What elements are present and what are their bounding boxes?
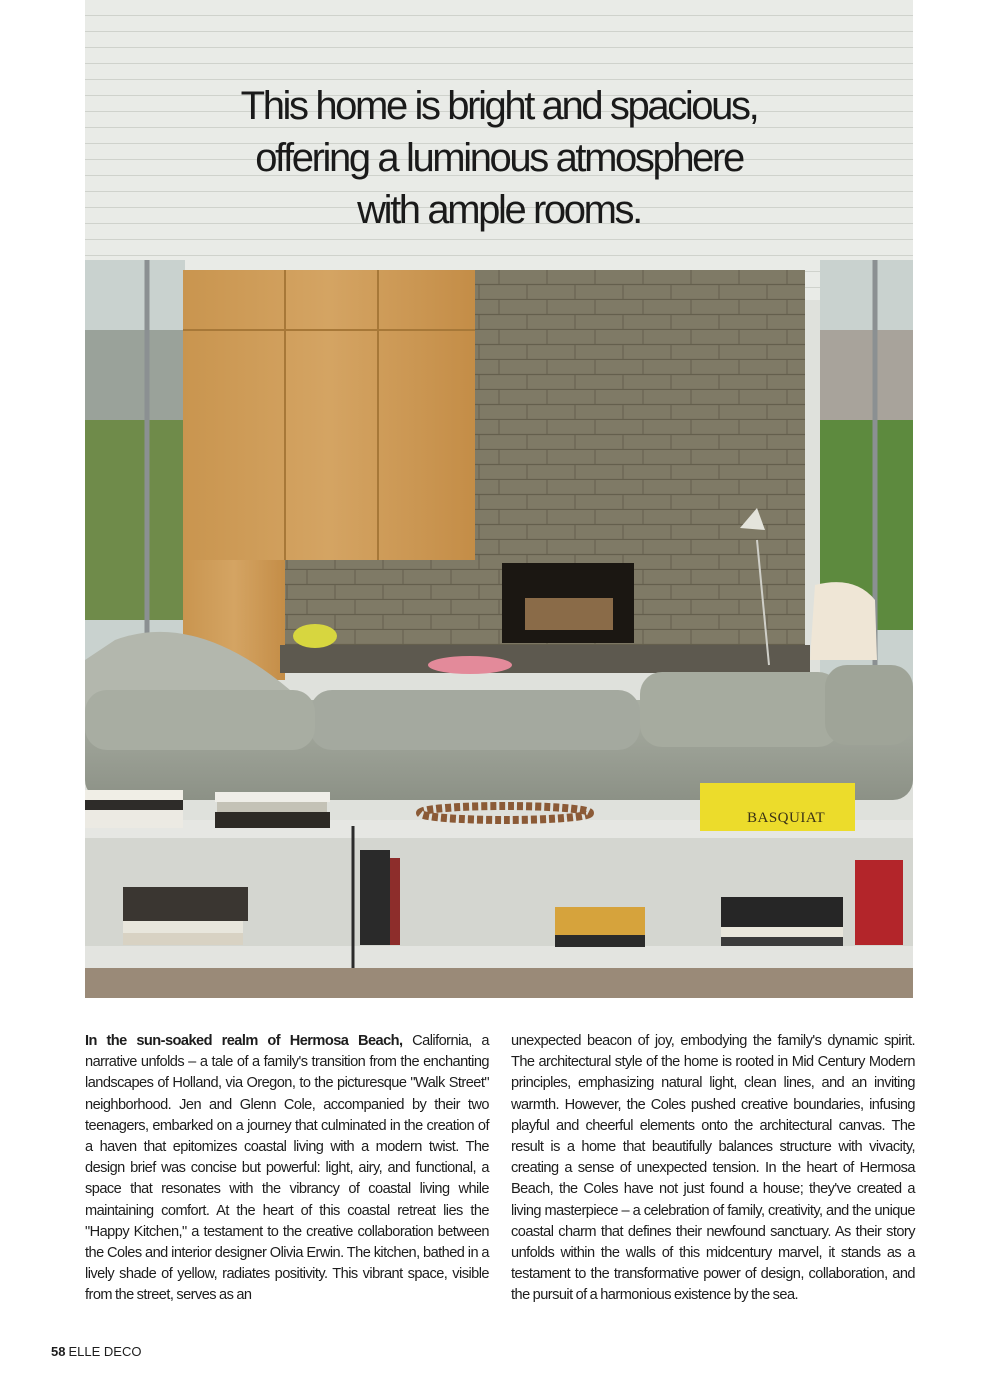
- article-lead: In the sun-soaked realm of Hermosa Beach,: [85, 1033, 403, 1049]
- page-folio: [51, 1344, 141, 1359]
- pull-quote-line: This home is bright and spacious,: [240, 84, 758, 128]
- publication-name: ELLE DECO: [68, 1344, 142, 1359]
- page-number: 58: [51, 1344, 66, 1359]
- pull-quote: [85, 80, 913, 236]
- article-body-right: unexpected beacon of joy, embodying the family's dynamic spirit. The architectural style of the home is rooted in Mid Century Modern principles, emphasizing natural light, clean lines, and an inviting warmth. However, the Coles pushed creative boundaries, infusing playful and cheerful elements onto the architectural canvas. The result is a home that beautifully balances structure with vivacity, creating a sense of unexpected tension. In the heart of Hermosa Beach, the Coles have not just found a house; they've created a living masterpiece – a celebration of family, creativity, and the unique coastal charm that defines their newfound sanctuary. As their story unfolds within the walls of this midcentury marvel, it stands as a testament to the transformative power of design, collaboration, and the pursuit of a harmonious existence by the sea.: [511, 1033, 915, 1304]
- article-column-left: [85, 1031, 489, 1307]
- pull-quote-line: offering a luminous atmosphere: [255, 136, 743, 180]
- article-body-left: California, a narrative unfolds – a tale of a family's transition from the enchanting landscapes of Holland, via Oregon, to the picturesque "Walk Street" neighborhood. Jen and Glenn Cole, accompanied by their two teenagers, embarked on a journey that culminated in the creation of a haven that epitomizes coastal living with a modern twist. The design brief was concise but powerful: light, airy, and functional, a space that resonates with the vibrancy of coastal living while maintaining comfort. At the heart of this coastal retreat lies the "Happy Kitchen," a testament to the creative collaboration between the Coles and interior designer Olivia Erwin. The kitchen, bathed in a lively shade of yellow, radiates positivity. This vibrant space, visible from the street, serves as an: [85, 1033, 489, 1304]
- feature-photo: [85, 0, 913, 998]
- book-spine-label: BASQUIAT: [747, 810, 826, 826]
- article-column-right: [511, 1031, 915, 1307]
- pull-quote-line: with ample rooms.: [357, 188, 641, 232]
